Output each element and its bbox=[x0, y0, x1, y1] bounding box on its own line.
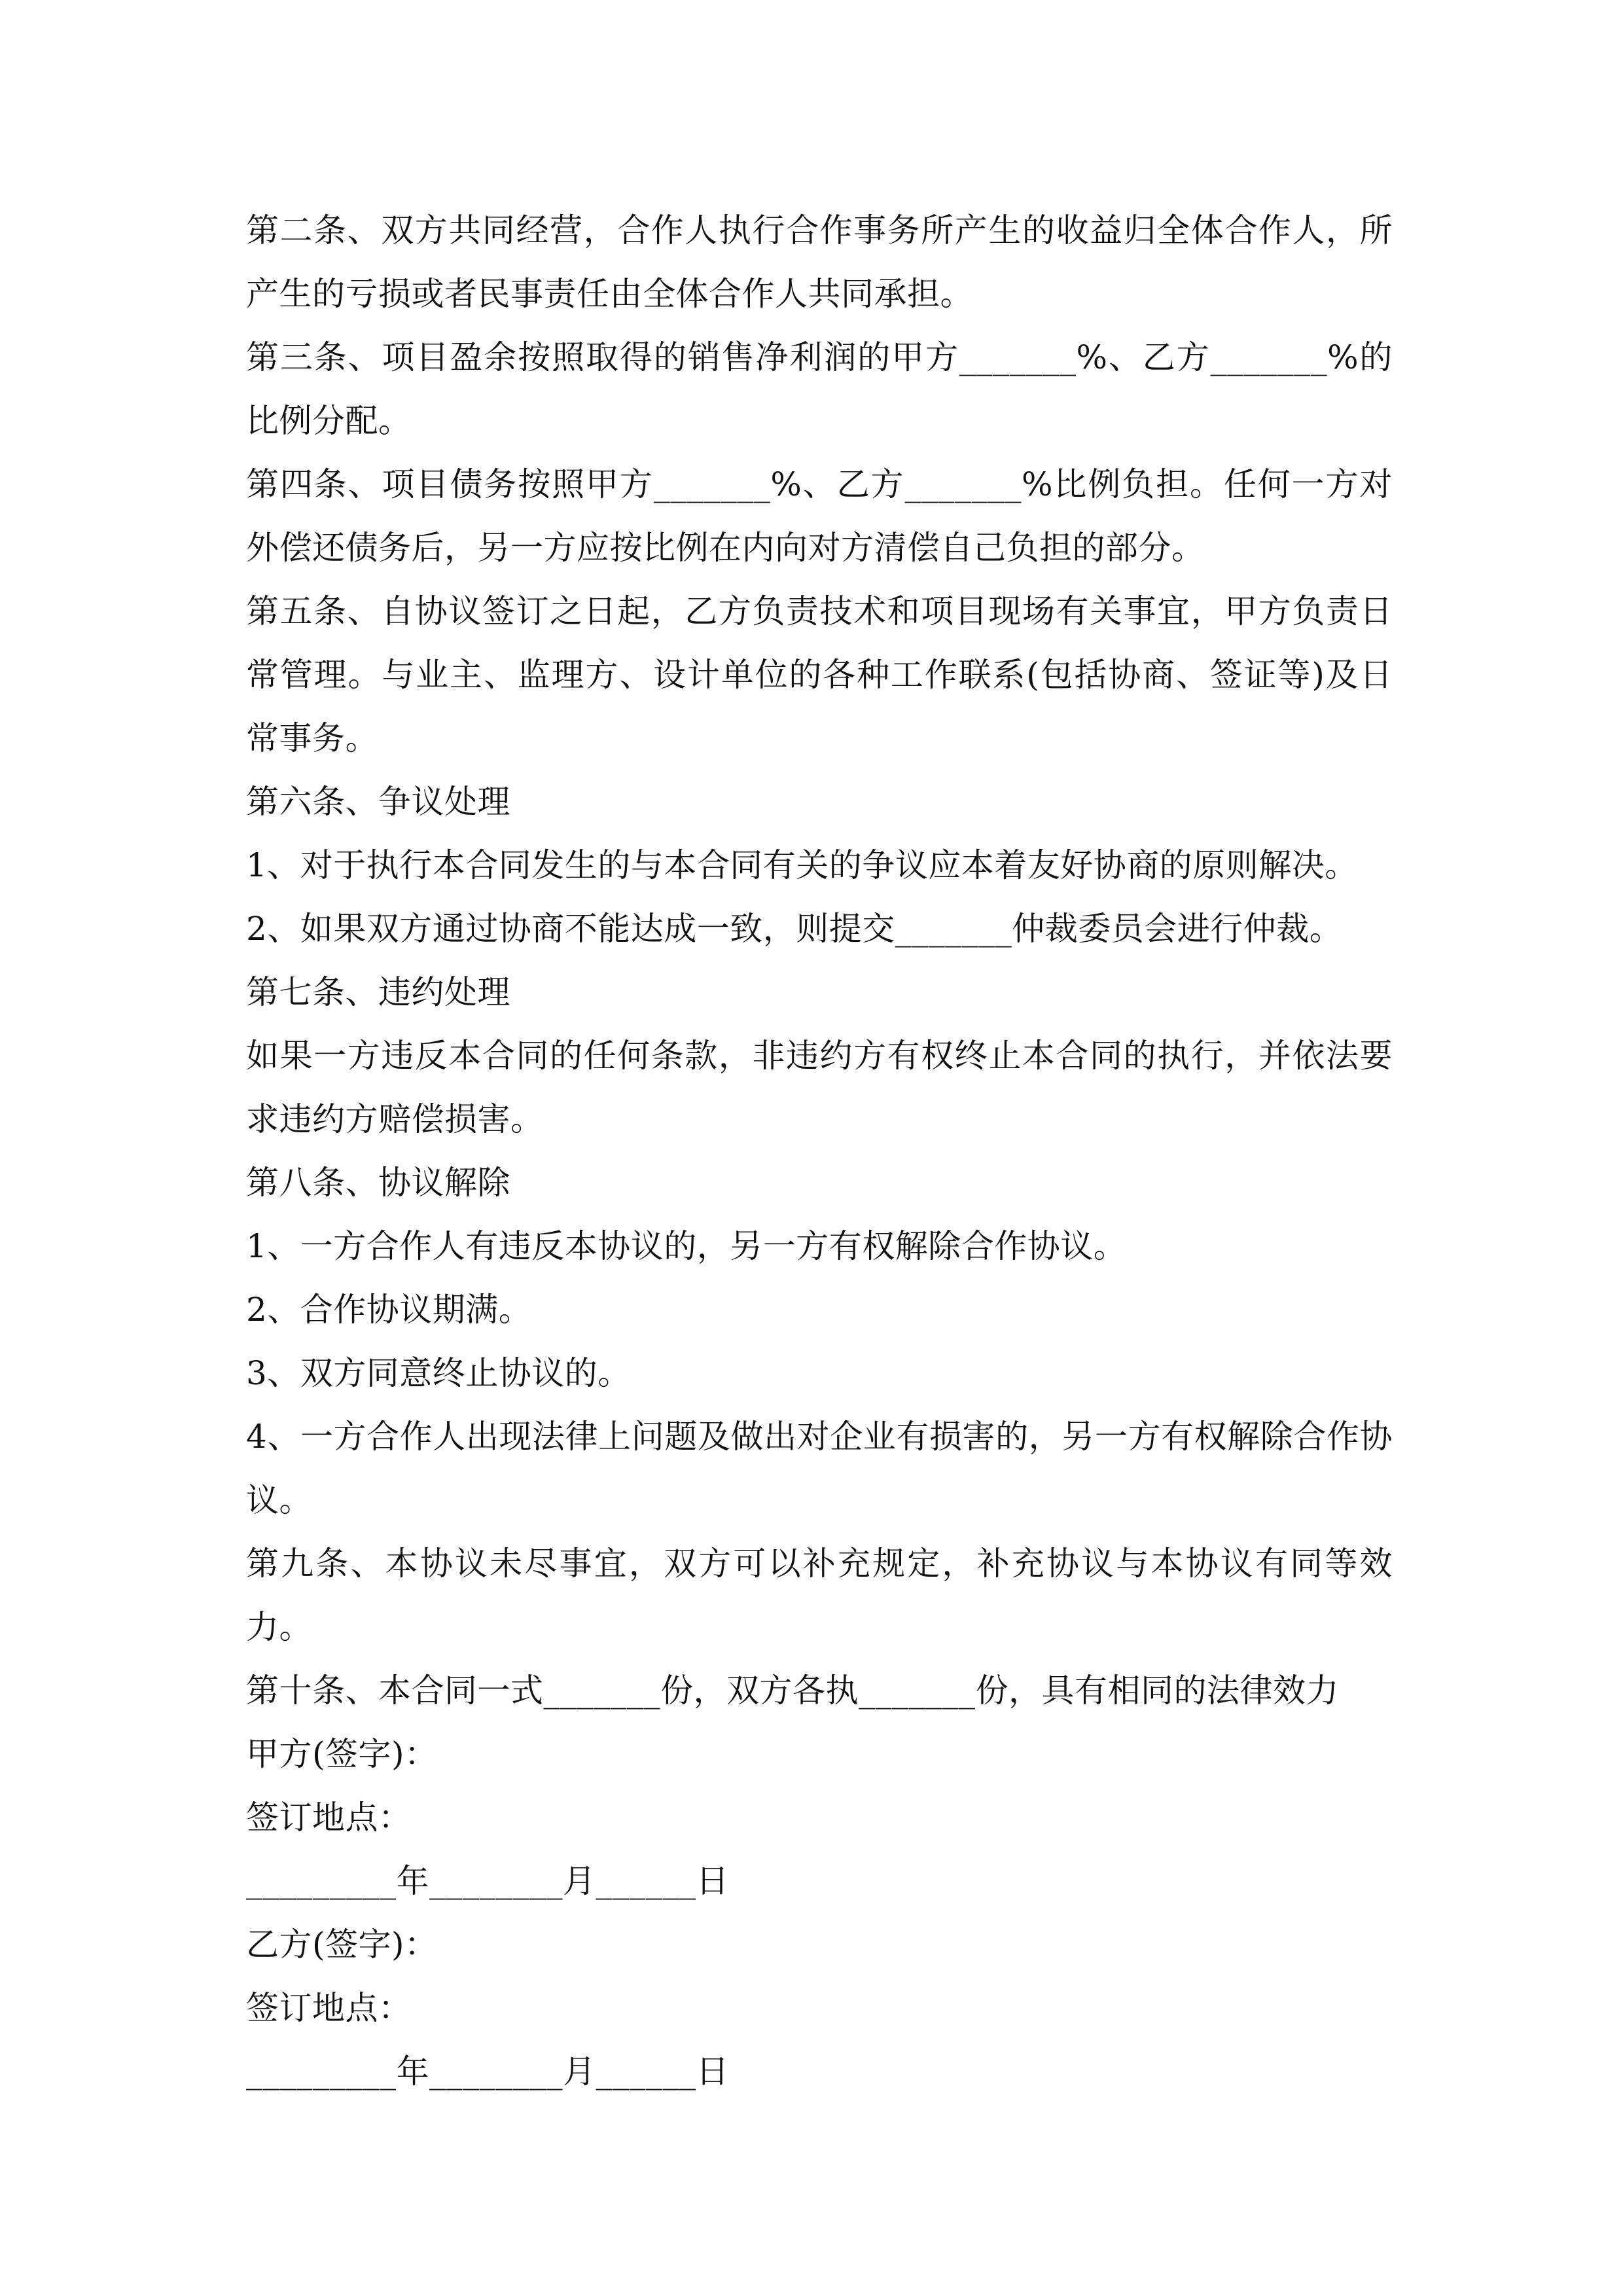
clause-9: 第九条、本协议未尽事宜，双方可以补充规定，补充协议与本协议有同等效力。 bbox=[246, 1545, 1393, 1646]
clause-5: 第五条、自协议签订之日起，乙方负责技术和项目现场有关事宜，甲方负责日常管理。与业主、监理方、设计单位的各种工作联系(包括协商、签证等)及日常事务。 bbox=[246, 592, 1393, 757]
party-b-signing-place: 签订地点： bbox=[246, 1989, 412, 2027]
clause-8-item-4: 4、一方合作人出现法律上问题及做出对企业有损害的，另一方有权解除合作协议。 bbox=[246, 1418, 1393, 1519]
clause-6-item-2: 2、如果双方通过协商不能达成一致，则提交_______仲裁委员会进行仲裁。 bbox=[246, 910, 1343, 948]
party-a-signing-place: 签订地点： bbox=[246, 1799, 412, 1837]
document-body bbox=[246, 199, 1393, 2104]
party-a-signature: 甲方(签字)： bbox=[246, 1735, 438, 1773]
clause-8-item-1: 1、一方合作人有违反本协议的，另一方有权解除合作协议。 bbox=[246, 1227, 1127, 1265]
clause-2: 第二条、双方共同经营，合作人执行合作事务所产生的收益归全体合作人，所产生的亏损或者民事责任由全体合作人共同承担。 bbox=[246, 211, 1393, 313]
clause-10: 第十条、本合同一式_______份，双方各执_______份，具有相同的法律效力 bbox=[246, 1672, 1339, 1710]
party-b-date: _________年________月______日 bbox=[246, 2053, 729, 2090]
clause-7-text: 如果一方违反本合同的任何条款，非违约方有权终止本合同的执行，并依法要求违约方赔偿损害。 bbox=[246, 1037, 1393, 1138]
clause-6-heading: 第六条、争议处理 bbox=[246, 783, 510, 821]
clause-8-heading: 第八条、协议解除 bbox=[246, 1164, 510, 1202]
clause-8-item-2: 2、合作协议期满。 bbox=[246, 1291, 532, 1329]
party-b-signature: 乙方(签字)： bbox=[246, 1926, 438, 1964]
clause-6-item-1: 1、对于执行本合同发生的与本合同有关的争议应本着友好协商的原则解决。 bbox=[246, 846, 1358, 884]
clause-4: 第四条、项目债务按照甲方_______%、乙方_______%比例负担。任何一方对外偿还债务后，另一方应按比例在内向对方清偿自己负担的部分。 bbox=[246, 465, 1393, 567]
clause-3: 第三条、项目盈余按照取得的销售净利润的甲方_______%、乙方_______%的比例分配。 bbox=[246, 338, 1393, 440]
clause-8-item-3: 3、双方同意终止协议的。 bbox=[246, 1354, 631, 1392]
party-a-date: _________年________月______日 bbox=[246, 1862, 729, 1900]
clause-7-heading: 第七条、违约处理 bbox=[246, 973, 510, 1011]
